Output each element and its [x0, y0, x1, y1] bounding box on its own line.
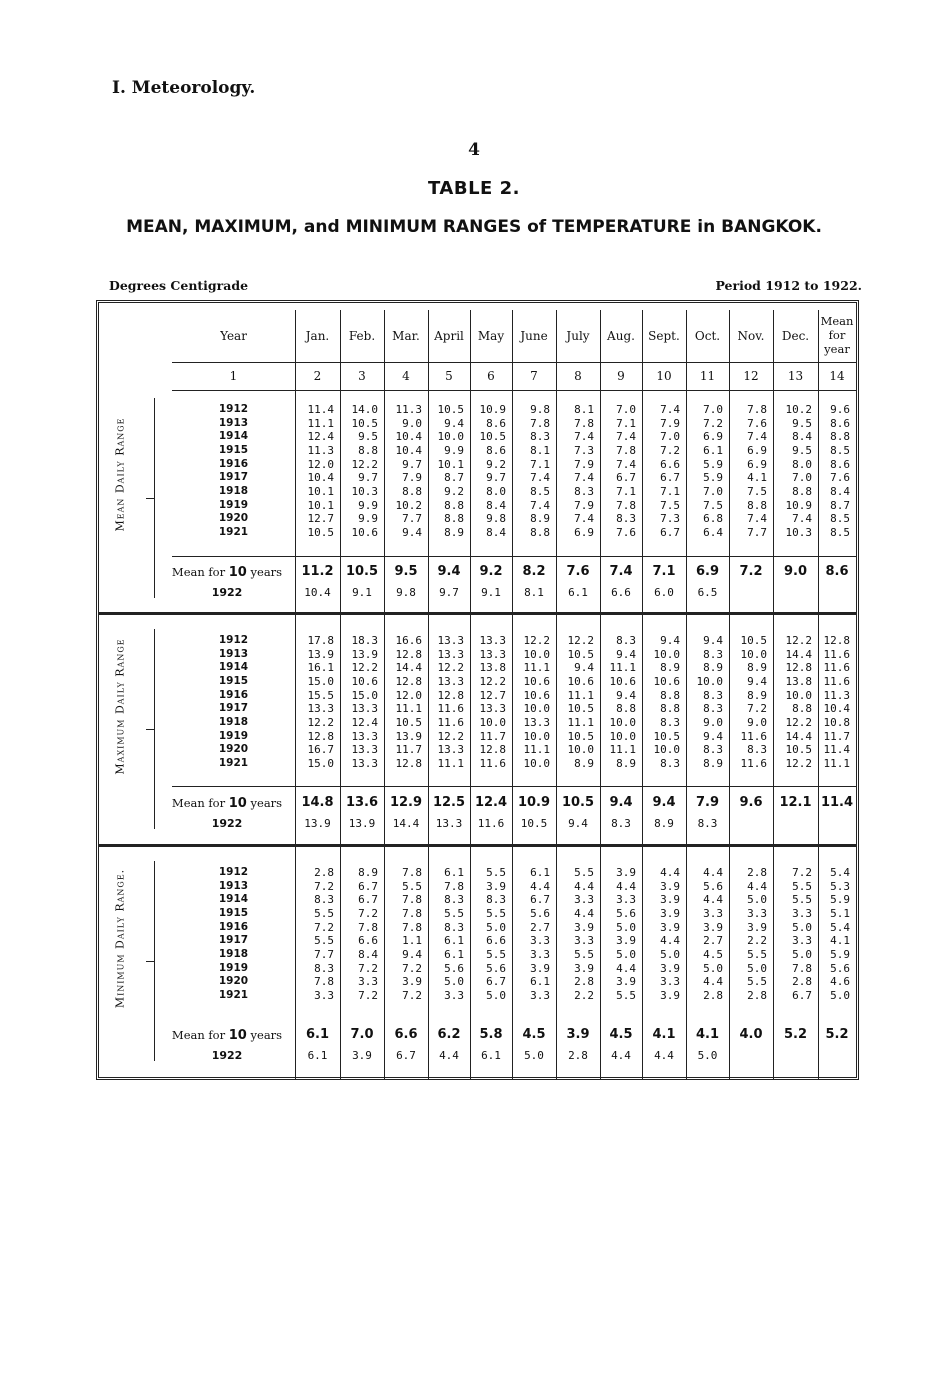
data-column-values: 13.3 13.3 12.2 13.3 12.8 11.6 11.6 12.2 13.3 11.1 — [437, 634, 464, 770]
column-header: Jan. — [305, 329, 330, 343]
mean-value: 7.4 — [609, 564, 633, 579]
section-label: Minimum Daily Range. — [113, 868, 127, 1009]
data-column-values: 8.3 9.4 11.1 10.6 9.4 8.8 10.0 10.0 11.1 8.9 — [609, 634, 636, 770]
value-1922: 9.1 — [481, 586, 501, 599]
column-header: Mean for year — [820, 314, 854, 356]
value-1922: 6.5 — [697, 586, 718, 599]
row-divider — [172, 556, 856, 557]
mean-label-prefix: Mean for — [171, 796, 229, 810]
mean-value: 6.2 — [437, 1027, 461, 1042]
value-1922: 11.6 — [477, 817, 505, 830]
mean-label-prefix: Mean for — [171, 1028, 229, 1042]
value-1922: 6.1 — [307, 1049, 328, 1062]
mean-value: 14.8 — [301, 795, 334, 810]
column-number: 6 — [487, 369, 495, 383]
mean-value: 5.2 — [825, 1027, 849, 1042]
mean-value: 9.4 — [652, 795, 676, 810]
mean-value: 9.0 — [783, 564, 808, 579]
mean-value: 6.6 — [394, 1027, 418, 1042]
year-list: 1912 1913 1914 1915 1916 1917 1918 1919 1920 1921 — [218, 634, 249, 769]
value-1922: 5.0 — [697, 1049, 718, 1062]
mean-value: 7.0 — [350, 1027, 374, 1042]
column-number: 14 — [829, 369, 845, 383]
data-column-values: 5.5 3.9 8.3 5.5 5.0 6.6 5.5 5.6 6.7 5.0 — [486, 866, 506, 1002]
row-divider — [99, 612, 856, 615]
mean-value: 12.5 — [432, 795, 466, 810]
data-column-values: 6.1 4.4 6.7 5.6 2.7 3.3 3.3 3.9 6.1 3.3 — [530, 866, 550, 1002]
value-1922: 8.1 — [524, 586, 544, 599]
data-column-values: 11.4 11.1 12.4 11.3 12.0 10.4 10.1 10.1 12.7 10.5 — [307, 403, 334, 539]
data-column-values: 6.1 7.8 8.3 5.5 8.3 6.1 6.1 5.6 5.0 3.3 — [444, 866, 464, 1002]
data-column-values: 7.8 7.6 7.4 6.9 6.9 4.1 7.5 8.8 7.4 7.7 — [747, 403, 767, 539]
value-1922: 13.9 — [304, 817, 331, 830]
year-1922-label: 1922 — [211, 586, 243, 599]
data-column-values: 9.8 7.8 8.3 8.1 7.1 7.4 8.5 7.4 8.9 8.8 — [530, 403, 550, 539]
mean-label-number: 10 — [228, 796, 247, 811]
data-column-values: 18.3 13.9 12.2 10.6 15.0 13.3 12.4 13.3 13.3 13.3 — [351, 634, 378, 770]
data-column-values: 7.4 7.9 7.0 7.2 6.6 6.7 7.1 7.5 7.3 6.7 — [660, 403, 680, 539]
value-1922: 6.1 — [568, 586, 588, 599]
data-column-values: 10.2 9.5 8.4 9.5 8.0 7.0 8.8 10.9 7.4 10.3 — [785, 403, 812, 539]
row-divider — [172, 390, 856, 391]
units-label: Degrees Centigrade — [109, 278, 249, 293]
value-1922: 6.0 — [654, 586, 674, 599]
year-list: 1912 1913 1914 1915 1916 1917 1918 1919 1920 1921 — [218, 866, 249, 1001]
mean-value: 4.5 — [522, 1027, 546, 1042]
value-1922: 10.4 — [304, 586, 331, 599]
data-column-values: 8.1 7.8 7.4 7.3 7.9 7.4 8.3 7.9 7.4 6.9 — [574, 403, 594, 539]
mean-value: 9.2 — [479, 564, 503, 579]
data-column-values: 9.4 8.3 8.9 10.0 8.3 8.3 9.0 9.4 8.3 8.9 — [696, 634, 723, 770]
data-column-values: 4.4 3.9 3.9 3.9 3.9 4.4 5.0 3.9 3.3 3.9 — [660, 866, 680, 1002]
data-column-values: 7.0 7.1 7.4 7.8 7.4 6.7 7.1 7.8 8.3 7.6 — [616, 403, 636, 539]
data-column-values: 10.5 10.0 8.9 9.4 8.9 7.2 9.0 11.6 8.3 11.6 — [740, 634, 767, 770]
column-number: 8 — [574, 369, 582, 383]
value-1922: 8.3 — [611, 817, 631, 830]
value-1922: 3.9 — [352, 1049, 372, 1062]
data-column-values: 10.9 8.6 10.5 8.6 9.2 9.7 8.0 8.4 9.8 8.4 — [479, 403, 506, 539]
mean-value: 4.0 — [739, 1027, 763, 1042]
value-1922: 9.4 — [568, 817, 588, 830]
column-header: July — [566, 329, 590, 343]
mean-value: 4.5 — [609, 1027, 633, 1042]
mean-value: 11.4 — [820, 795, 854, 810]
mean-label-suffix: years — [246, 1028, 283, 1042]
column-number: 1 — [229, 369, 238, 383]
brace-tip — [146, 729, 154, 730]
data-column-values: 5.4 5.3 5.9 5.1 5.4 4.1 5.9 5.6 4.6 5.0 — [830, 866, 850, 1002]
page-number: 4 — [468, 140, 480, 160]
column-number: 10 — [656, 369, 672, 383]
column-header: Dec. — [781, 329, 810, 343]
mean-value: 13.6 — [345, 795, 379, 810]
data-column-values: 14.0 10.5 9.5 8.8 12.2 9.7 10.3 9.9 9.9 10.6 — [351, 403, 378, 539]
mean-label-suffix: years — [246, 796, 283, 810]
column-header: Year — [220, 329, 247, 343]
data-column-values: 4.4 5.6 4.4 3.3 3.9 2.7 4.5 5.0 4.4 2.8 — [703, 866, 723, 1002]
data-column-values: 12.2 10.0 11.1 10.6 10.6 10.0 13.3 10.0 11.1 10.0 — [523, 634, 550, 770]
value-1922: 2.8 — [568, 1049, 588, 1062]
column-header: Feb. — [348, 329, 376, 343]
data-column-values: 8.9 6.7 6.7 7.2 7.8 6.6 8.4 7.2 3.3 7.2 — [358, 866, 378, 1002]
data-column-values: 12.2 10.5 9.4 10.6 11.1 10.5 11.1 10.5 10.0 8.9 — [567, 634, 594, 770]
value-1922: 13.3 — [435, 817, 463, 830]
mean-label-prefix: Mean for — [171, 565, 229, 579]
data-column-values: 3.9 4.4 3.3 5.6 5.0 3.9 5.0 4.4 3.9 5.5 — [616, 866, 636, 1002]
mean-label-number: 10 — [228, 565, 247, 580]
row-divider — [172, 362, 856, 363]
mean-value: 12.1 — [779, 795, 812, 810]
mean-value: 9.4 — [437, 564, 461, 579]
value-1922: 6.7 — [396, 1049, 416, 1062]
value-1922: 13.9 — [348, 817, 376, 830]
data-column-values: 7.8 5.5 7.8 7.8 7.8 1.1 9.4 7.2 3.9 7.2 — [402, 866, 422, 1002]
value-1922: 4.4 — [654, 1049, 674, 1062]
data-column-values: 13.3 13.3 13.8 12.2 12.7 13.3 10.0 11.7 12.8 11.6 — [479, 634, 506, 770]
section-header: I. Meteorology. — [112, 78, 256, 98]
brace-tip — [146, 498, 154, 499]
row-divider — [172, 786, 856, 787]
column-number: 11 — [699, 369, 716, 383]
value-1922: 5.0 — [524, 1049, 544, 1062]
mean-value: 7.9 — [695, 795, 720, 810]
mean-value: 8.6 — [825, 564, 849, 579]
mean-value: 4.1 — [652, 1027, 676, 1042]
column-number: 4 — [402, 369, 410, 383]
column-header: Oct. — [694, 329, 721, 343]
column-number: 2 — [313, 369, 322, 383]
data-column-values: 12.2 14.4 12.8 13.8 10.0 8.8 12.2 14.4 10.5 12.2 — [785, 634, 812, 770]
data-column-values: 7.0 7.2 6.9 6.1 5.9 5.9 7.0 7.5 6.8 6.4 — [703, 403, 723, 539]
year-1922-label: 1922 — [211, 817, 243, 830]
mean-value: 3.9 — [566, 1027, 590, 1042]
column-header: Mar. — [392, 329, 420, 343]
data-column-values: 11.3 9.0 10.4 10.4 9.7 7.9 8.8 10.2 7.7 9.4 — [395, 403, 422, 539]
period-label: Period 1912 to 1922. — [715, 278, 862, 293]
column-header: April — [434, 329, 464, 343]
mean-value: 10.9 — [517, 795, 551, 810]
mean-row-label — [162, 796, 292, 811]
column-number: 9 — [617, 369, 625, 383]
column-number: 3 — [358, 369, 366, 383]
value-1922: 14.4 — [392, 817, 420, 830]
section-label: Maximum Daily Range — [113, 638, 127, 775]
table-title: MEAN, MAXIMUM, and MINIMUM RANGES of TEMPERATURE in BANGKOK. — [126, 217, 822, 237]
mean-value: 7.1 — [652, 564, 676, 579]
mean-label-suffix: years — [246, 565, 283, 579]
section-label: Mean Daily Range — [113, 417, 127, 532]
value-1922: 8.3 — [697, 817, 718, 830]
mean-value: 12.9 — [389, 795, 423, 810]
data-column-values: 9.4 10.0 8.9 10.6 8.8 8.8 8.3 10.5 10.0 8.3 — [653, 634, 680, 770]
mean-row-label — [162, 1028, 292, 1043]
data-column-values: 16.6 12.8 14.4 12.8 12.0 11.1 10.5 13.9 11.7 12.8 — [395, 634, 422, 770]
year-list: 1912 1913 1914 1915 1916 1917 1918 1919 1920 1921 — [218, 403, 249, 538]
mean-value: 11.2 — [301, 564, 334, 579]
value-1922: 6.1 — [481, 1049, 501, 1062]
column-header: June — [520, 329, 548, 343]
data-column-values: 2.8 4.4 5.0 3.3 3.9 2.2 5.5 5.0 5.5 2.8 — [747, 866, 767, 1002]
value-1922: 4.4 — [611, 1049, 631, 1062]
mean-value: 6.1 — [305, 1027, 330, 1042]
data-column-values: 7.2 5.5 5.5 3.3 5.0 3.3 5.0 7.8 2.8 6.7 — [792, 866, 812, 1002]
mean-value: 5.8 — [479, 1027, 503, 1042]
data-column-values: 10.5 9.4 10.0 9.9 10.1 8.7 9.2 8.8 8.8 8.9 — [437, 403, 464, 539]
value-1922: 4.4 — [439, 1049, 459, 1062]
row-divider — [99, 844, 856, 847]
mean-value: 9.4 — [609, 795, 633, 810]
mean-value: 9.5 — [394, 564, 418, 579]
mean-label-number: 10 — [228, 1028, 247, 1043]
value-1922: 9.1 — [352, 586, 372, 599]
column-number: 5 — [445, 369, 453, 383]
data-column-values: 12.8 11.6 11.6 11.6 11.3 10.4 10.8 11.7 11.4 11.1 — [823, 634, 850, 770]
data-column-values: 17.8 13.9 16.1 15.0 15.5 13.3 12.2 12.8 16.7 15.0 — [307, 634, 334, 770]
year-1922-label: 1922 — [211, 1049, 243, 1062]
mean-value: 7.2 — [739, 564, 763, 579]
value-1922: 10.5 — [520, 817, 548, 830]
column-number: 7 — [530, 369, 538, 383]
value-1922: 9.8 — [396, 586, 416, 599]
data-column-values: 9.6 8.6 8.8 8.5 8.6 7.6 8.4 8.7 8.5 8.5 — [830, 403, 850, 539]
data-column-values: 2.8 7.2 8.3 5.5 7.2 5.5 7.7 8.3 7.8 3.3 — [314, 866, 334, 1002]
mean-row-label — [162, 565, 292, 580]
column-header: May — [477, 329, 505, 343]
data-column-values: 5.5 4.4 3.3 4.4 3.9 3.3 5.5 3.9 2.8 2.2 — [574, 866, 594, 1002]
column-number: 13 — [787, 369, 804, 383]
column-header: Sept. — [648, 329, 680, 343]
mean-value: 7.6 — [566, 564, 590, 579]
value-1922: 9.7 — [439, 586, 459, 599]
column-number: 12 — [743, 369, 759, 383]
mean-value: 12.4 — [474, 795, 508, 810]
table-label: TABLE 2. — [428, 178, 520, 199]
mean-value: 8.2 — [522, 564, 546, 579]
column-header: Aug. — [607, 329, 635, 343]
mean-value: 6.9 — [695, 564, 720, 579]
mean-value: 10.5 — [345, 564, 379, 579]
mean-value: 9.6 — [739, 795, 763, 810]
mean-value: 10.5 — [561, 795, 595, 810]
mean-value: 5.2 — [783, 1027, 808, 1042]
value-1922: 6.6 — [611, 586, 631, 599]
mean-value: 4.1 — [695, 1027, 720, 1042]
column-header: Nov. — [737, 329, 765, 343]
value-1922: 8.9 — [654, 817, 674, 830]
brace-tip — [146, 961, 154, 962]
